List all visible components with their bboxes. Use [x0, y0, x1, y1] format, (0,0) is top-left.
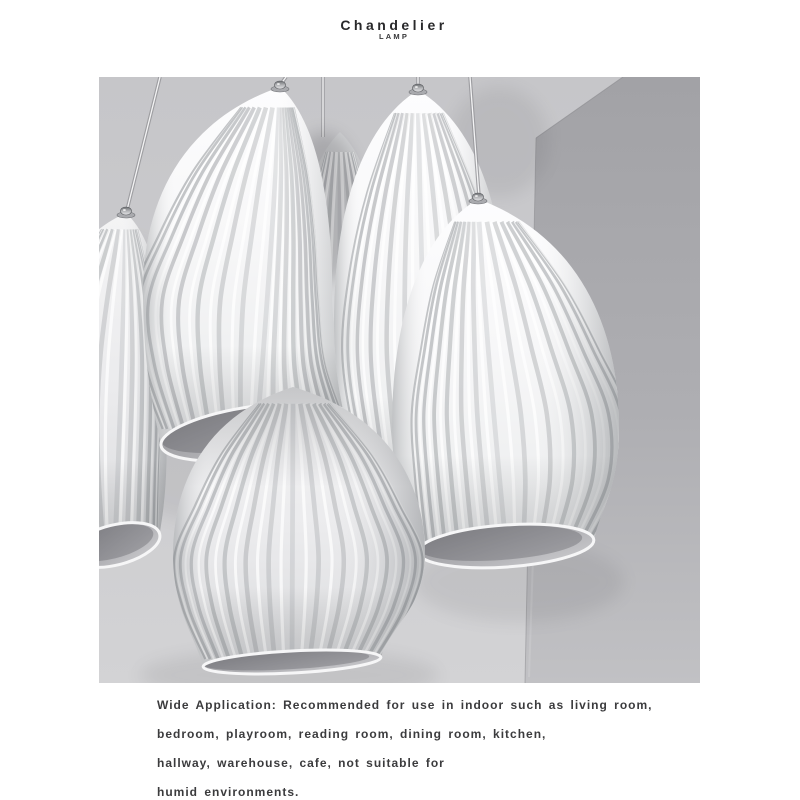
page-subtitle: LAMP [378, 32, 410, 41]
caption [157, 691, 677, 800]
caption-line: hallway, warehouse, cafe, not suitable for [157, 756, 445, 770]
chandelier-photo-scene [99, 77, 700, 683]
caption-line: bedroom, playroom, reading room, dining room, kitchen, [157, 727, 547, 741]
page-title: Chandelier [340, 17, 448, 34]
product-photo [99, 77, 700, 683]
caption-line: humid environments. [157, 785, 300, 799]
caption-line: Wide Application: Recommended for use in indoor such as living room, [157, 698, 653, 712]
